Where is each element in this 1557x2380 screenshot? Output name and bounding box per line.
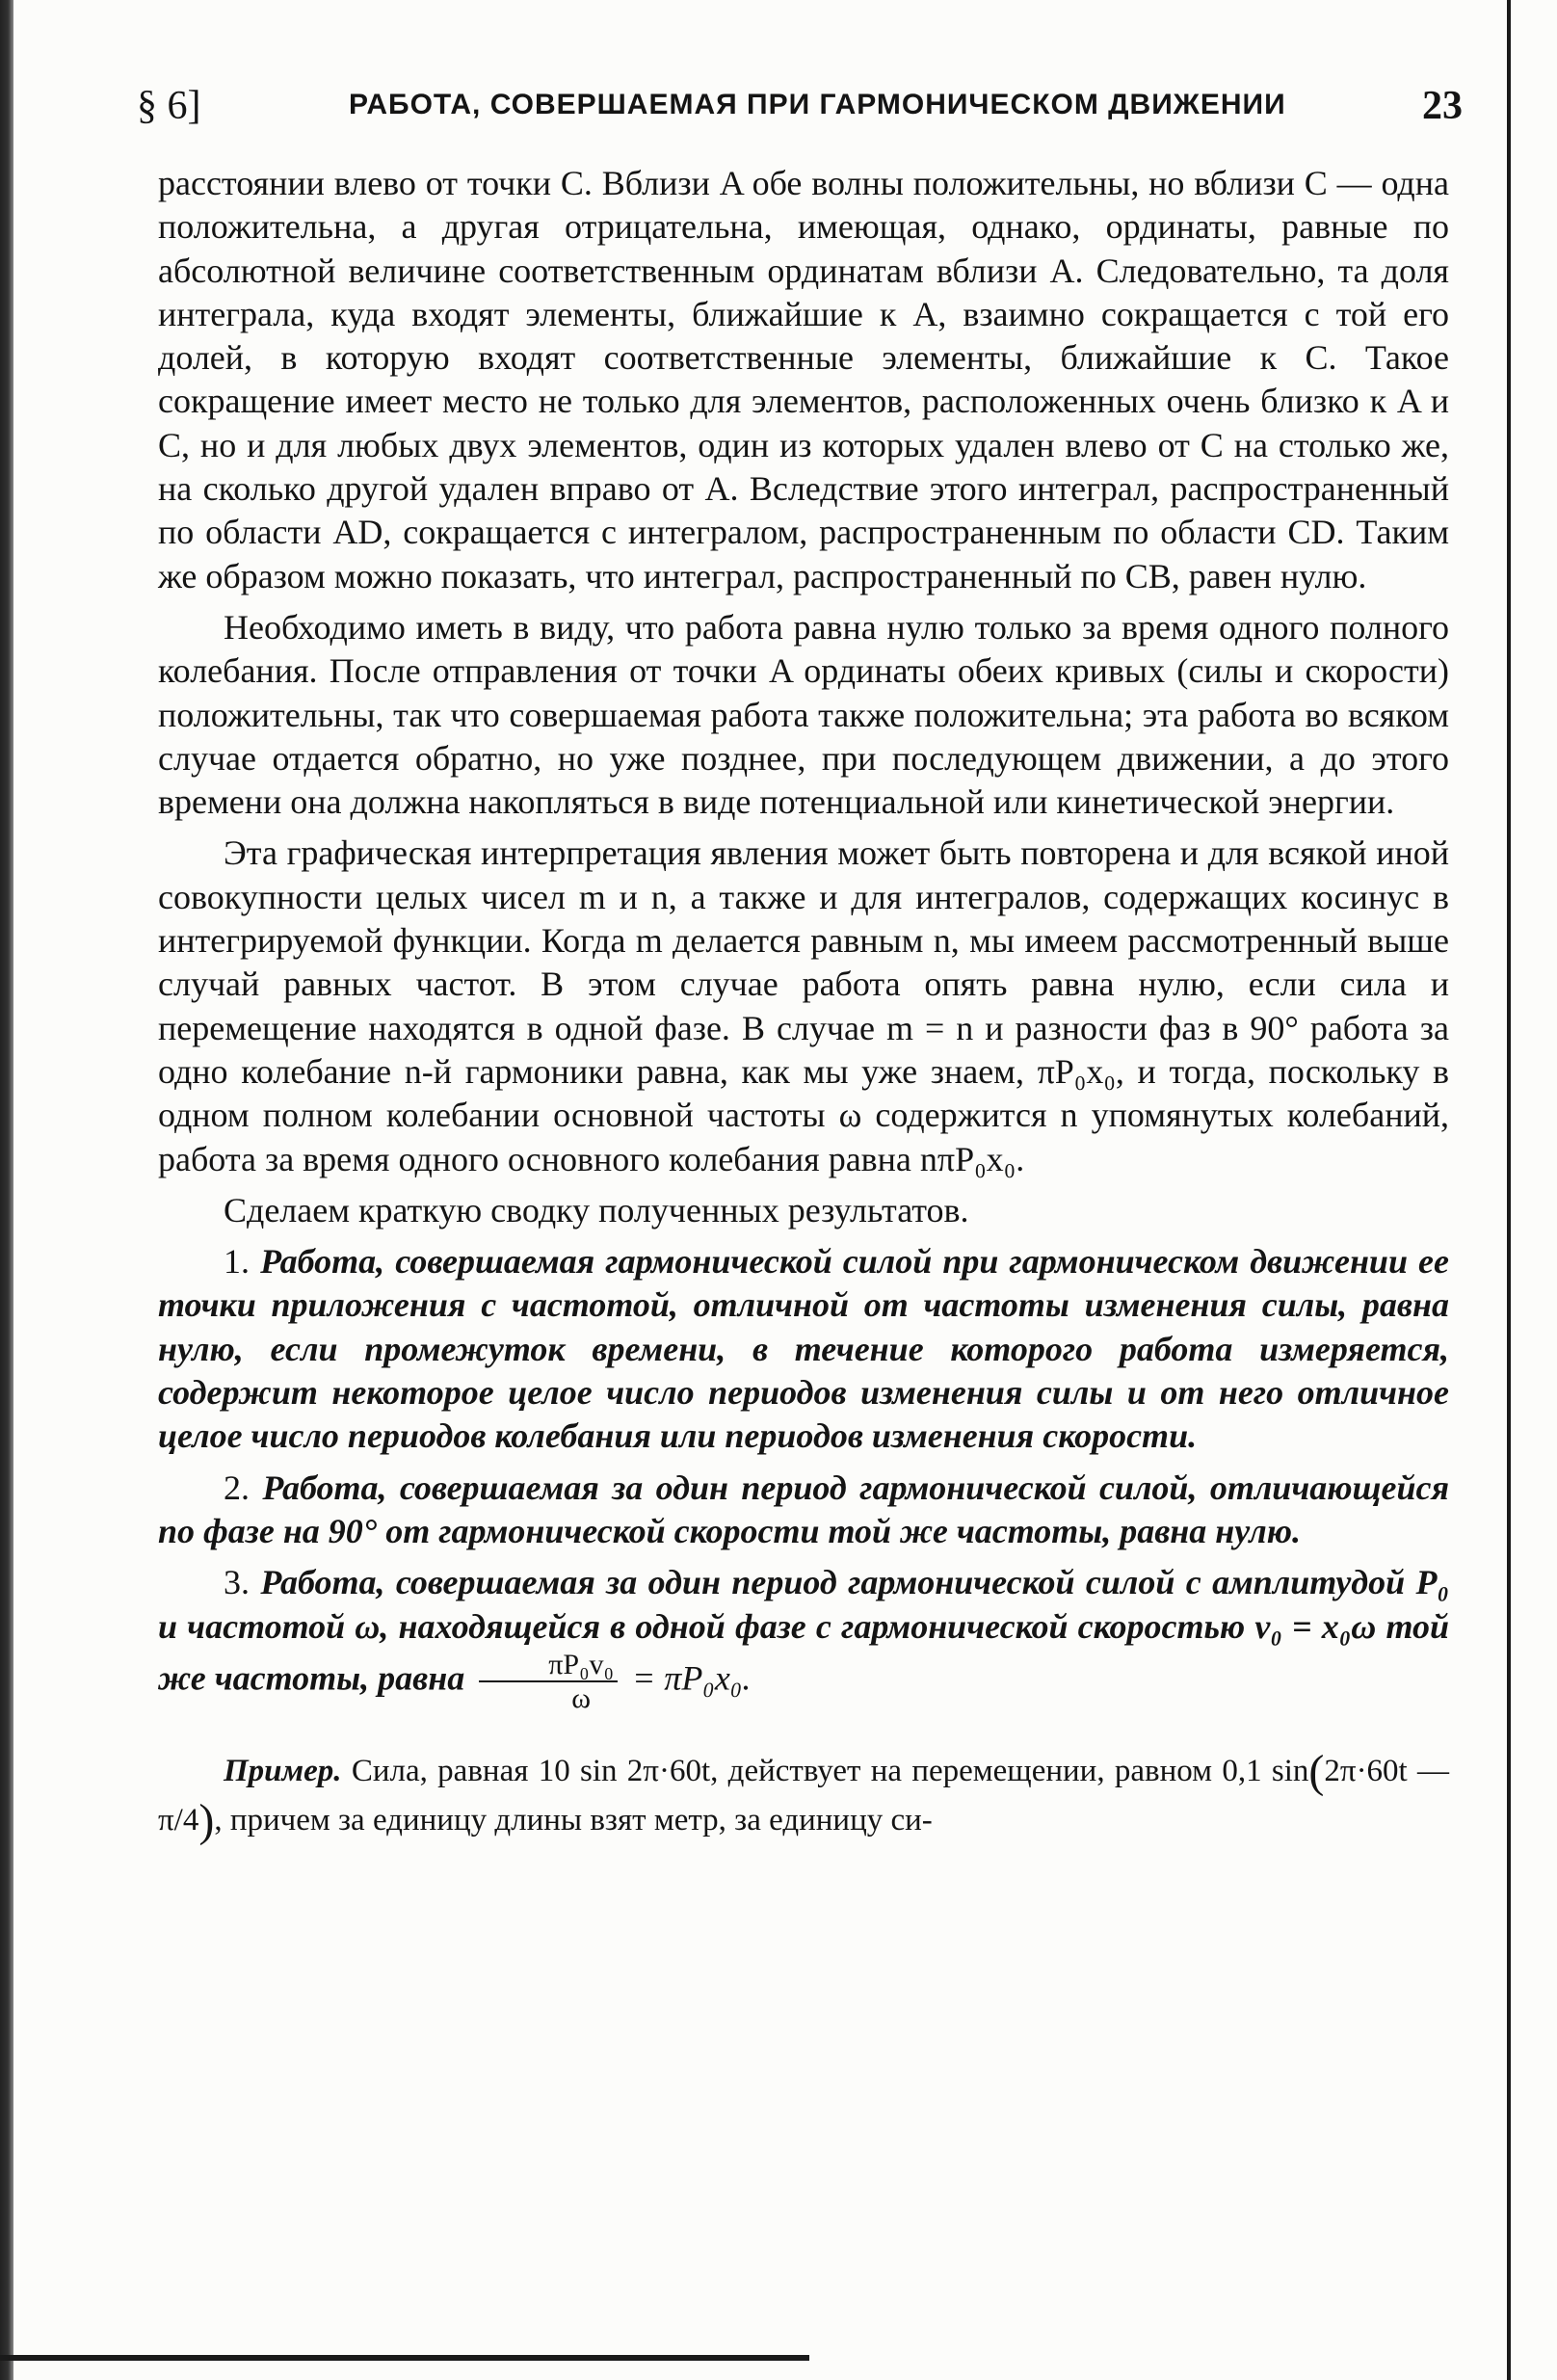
- fraction-numerator: πP₀v₀: [479, 1649, 618, 1682]
- fraction-denominator: ω: [571, 1681, 591, 1714]
- result-3-text: Работа, совершаемая за один период гармонической силой с амплитудой P₀ и частотой ω, находящейся в одной фазе с гармонической скоростью v₀ = x₀ω той же частоты, равна: [158, 1563, 1449, 1698]
- example-lead: Пример.: [224, 1753, 342, 1788]
- example-text-2-end: , причем за единицу длины взят метр, за единицу си-: [214, 1802, 933, 1838]
- paragraph-4: Сделаем краткую сводку полученных результатов.: [224, 1190, 969, 1230]
- page-body: [158, 162, 1449, 1845]
- running-header: [137, 79, 1463, 133]
- paragraph-2: Необходимо иметь в виду, что работа равна нулю только за время одного полного колебания. После отправления от точки A ординаты обеих кривых (силы и скорости) положительны, так что совершаемая работа также положительна; эта работа во всяком случае отдается обратно, но уже позднее, при последующем движении, а до этого времени она должна накопляться в виде потенциальной или кинетической энергии.: [158, 607, 1449, 822]
- result-3-number: 3.: [224, 1563, 250, 1602]
- section-number: § 6]: [137, 84, 201, 128]
- result-2-text: Работа, совершаемая за один период гармонической силой, отличающейся по фазе на 90° от гармонической скорости той же частоты, равна нулю.: [158, 1468, 1450, 1550]
- result-1: [158, 1240, 1449, 1458]
- example-text-1: Сила, равная 10 sin 2π·60t, действует на перемещении, равном: [351, 1753, 1213, 1788]
- open-paren: (: [1308, 1745, 1325, 1797]
- bottom-margin-rule: [0, 2355, 809, 2361]
- result-3-tail: = πP₀x₀.: [631, 1658, 752, 1698]
- result-2-number: 2.: [224, 1468, 250, 1507]
- example-text-2-start: 0,1 sin: [1222, 1753, 1309, 1788]
- paragraph-1: расстоянии влево от точки C. Вблизи A обе волны положительны, но вблизи C — одна положительна, а другая отрицательна, имеющая, однако, ординаты, равные по абсолютной величине соответственным ординатам вблизи A. Следовательно, та доля интеграла, куда входят элементы, ближайшие к A, взаимно сокращается с той его долей, в которую входят соответственные элементы, ближайшие к C. Такое сокращение имеет место не только для элементов, расположенных очень близко к A и C, но и для любых двух элементов, один из которых удален влево от C на столько же, на сколько другой удален вправо от A. Вследствие этого интеграл, распространенный по области AD, сокращается с интегралом, распространенным по области CD. Таким же образом можно показать, что интеграл, распространенный по CB, равен нулю.: [158, 164, 1449, 595]
- running-title: РАБОТА, СОВЕРШАЕМАЯ ПРИ ГАРМОНИЧЕСКОМ ДВИЖЕНИИ: [349, 89, 1286, 120]
- result-2: [158, 1467, 1449, 1554]
- example-text-2-inner: 2π·60t — π/4: [158, 1753, 1450, 1838]
- page-number: 23: [1422, 84, 1463, 128]
- page-spine: [0, 0, 13, 2380]
- result-1-text: Работа, совершаемая гармонической силой при гармоническом движении ее точки приложения с частотой, отличной от частоты изменения силы, равна нулю, если промежуток времени, в течение которого работа измеряется, содержит некоторое целое число периодов изменения силы и от него отличное целое число периодов колебания или периодов изменения скорости.: [158, 1242, 1449, 1456]
- paragraph-3: Эта графическая интерпретация явления может быть повторена и для всякой иной совокупности целых чисел m и n, а также и для интегралов, содержащих косинус в интегрируемой функции. Когда m делается равным n, мы имеем рассмотренный выше случай равных частот. В этом случае работа опять равна нулю, если сила и перемещение находятся в одной фазе. В случае m = n и разности фаз в 90° работа за одно колебание n-й гармоники равна, как мы уже знаем, πP₀x₀, и тогда, поскольку в одном полном колебании основной частоты ω содержится n упомянутых колебаний, работа за время одного основного колебания равна nπP₀x₀.: [158, 833, 1449, 1178]
- result-3: [158, 1561, 1449, 1714]
- right-margin-rule: [1507, 0, 1511, 2380]
- result-1-number: 1.: [224, 1242, 250, 1282]
- example-paragraph: [158, 1747, 1449, 1845]
- close-paren: ): [198, 1794, 215, 1846]
- result-3-fraction: [479, 1649, 618, 1714]
